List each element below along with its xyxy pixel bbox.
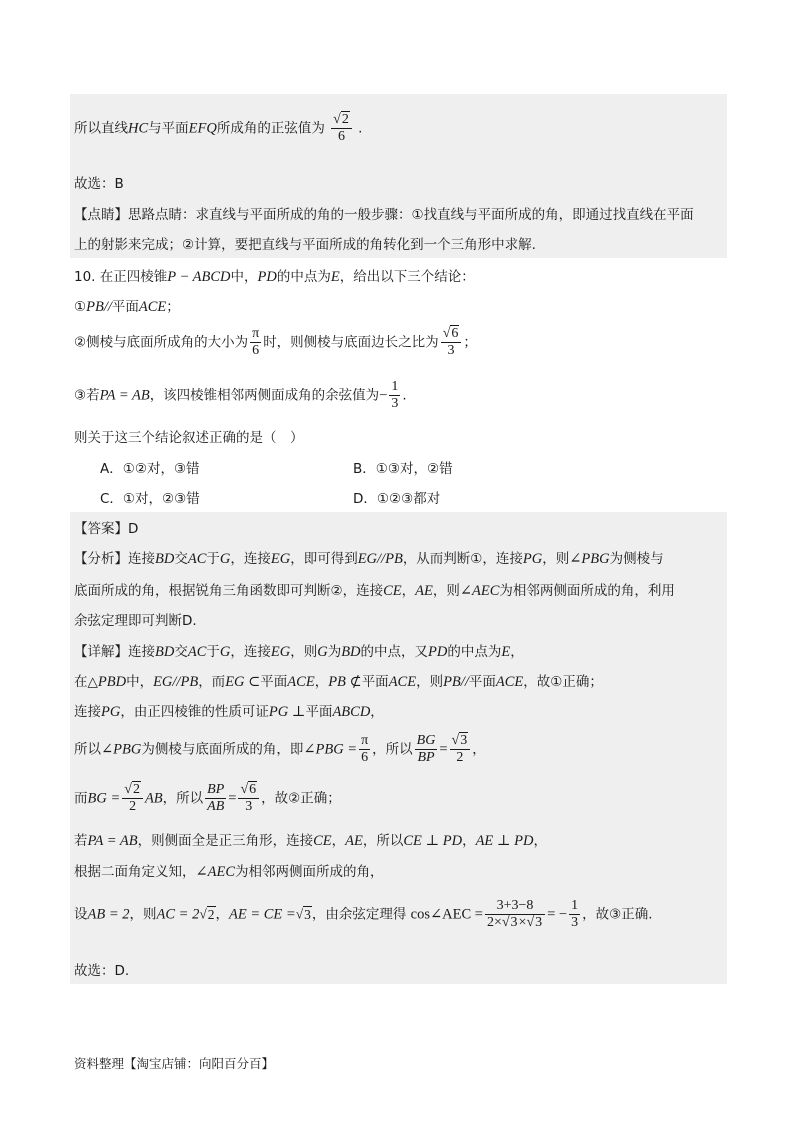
text: 所成角的正弦值为: [216, 120, 325, 137]
math: ∠PBG: [569, 551, 610, 567]
fraction: [389, 379, 400, 412]
math: PD: [257, 269, 277, 285]
text: ，故③正确.: [582, 906, 653, 923]
numerator: π: [252, 326, 260, 341]
text: 所以: [74, 741, 101, 758]
text: 平面: [305, 704, 333, 720]
fraction: [205, 782, 226, 815]
math: ACE: [287, 674, 315, 690]
fraction: $\frac{√2}{6}$: [331, 112, 352, 145]
text: ，: [462, 833, 476, 849]
fraction: $\frac{√3}{2}$: [450, 733, 471, 766]
detail-line-3: [74, 700, 384, 721]
option-d: D．①②③都对: [353, 491, 441, 507]
math: AC: [187, 551, 207, 567]
text: ，则侧面全是正三角形，连接: [137, 833, 314, 849]
math: BG =: [87, 790, 121, 807]
math: PBD: [97, 674, 127, 690]
denominator: 3: [447, 343, 455, 358]
text: 根据二面角定义知，: [74, 864, 196, 880]
text: 底面所成的角，根据锐角三角函数即可判断②，连接: [74, 583, 384, 599]
text: ，: [510, 644, 524, 660]
math: AE ⊥ PD: [475, 833, 534, 849]
numerator: BG: [416, 733, 436, 748]
detail-line-4: [74, 733, 486, 766]
math: =: [228, 790, 237, 807]
detail-line-8: 设AB = 2，则AC = 2√2，AE = CE =√3，由余弦定理得 cos∠AEC = $\frac{3+3-8}{2\times√3\times√3}$ = − $\frac{1}{3}$ ，故③正确.: [74, 898, 653, 930]
text: ，: [533, 833, 548, 849]
text: 平面: [260, 674, 288, 690]
radicand: 2: [207, 906, 215, 922]
text: ，: [314, 674, 329, 690]
text: 为侧棱与: [609, 551, 664, 567]
math: EG//PB: [153, 674, 199, 690]
math: AE: [345, 833, 363, 849]
radicand: 6: [249, 782, 257, 797]
math: CE: [313, 833, 332, 849]
text: ，则: [129, 906, 157, 923]
text: ，则: [416, 674, 444, 690]
text: 于: [206, 644, 220, 660]
text: 为相邻两侧面所成的角，: [235, 864, 384, 880]
text: 与平面: [148, 120, 189, 137]
answer-line: [74, 517, 138, 537]
text: ，所以: [162, 790, 204, 807]
text: ，从而判断①，连接: [402, 551, 523, 567]
fraction: $\frac{√6}{3}$: [238, 782, 259, 815]
conclusion-2: [74, 326, 477, 359]
text: 时，则侧棱与底面边长之比为: [263, 334, 439, 351]
math: AC: [187, 644, 207, 660]
text: ，连接: [230, 551, 271, 567]
math: AB = 2: [87, 906, 130, 923]
prev-choice: 故选：B: [74, 176, 124, 192]
text: .: [402, 387, 407, 404]
text: 交: [174, 551, 188, 567]
conclusion-1: [74, 295, 180, 316]
math: G: [219, 644, 231, 660]
denominator: BP: [417, 750, 435, 765]
text: ，则: [432, 583, 460, 599]
text: ，该四棱锥相邻两侧面成角的余弦值为: [149, 387, 380, 404]
fraction: [569, 898, 580, 931]
text: ①: [74, 299, 87, 315]
text: ，: [331, 833, 346, 849]
text: ，: [215, 906, 229, 923]
math: PB ⊄: [328, 674, 362, 690]
math: ∠PBG: [101, 741, 142, 758]
text: ，而: [198, 674, 226, 690]
math: AE: [415, 583, 433, 599]
text: ，: [472, 741, 486, 758]
question-number: 10.: [74, 269, 96, 285]
tip-line-2: 上的射影来完成；②计算，要把直线与平面所成的角转化到一个三角形中求解.: [74, 237, 536, 253]
text: ，故②正确；: [261, 790, 341, 807]
fraction: [359, 733, 370, 766]
math: =: [439, 741, 448, 758]
math: PA = AB: [99, 387, 150, 404]
text: 的中点为: [276, 269, 331, 285]
text: 的中点为: [447, 644, 502, 660]
conclusion-3: [74, 379, 407, 412]
text: 连接: [128, 551, 155, 567]
text: ，: [401, 583, 416, 599]
text: 中，: [230, 269, 258, 285]
text: 平面: [361, 674, 389, 690]
radicand: 3: [304, 906, 311, 922]
math: ∠PBG =: [303, 741, 358, 758]
text: ，给出以下三个结论：: [339, 269, 475, 285]
numerator: π: [361, 733, 369, 748]
text: ，则: [542, 551, 570, 567]
text: ，: [370, 704, 384, 720]
fraction: [250, 326, 261, 359]
math: CE ⊥ PD: [403, 833, 463, 849]
tip-label: 【点睛】: [74, 207, 128, 223]
math-efq: EFQ: [188, 120, 217, 137]
radicand: 3: [535, 915, 543, 930]
page-footer: 资料整理【淘宝店铺：向阳百分百】: [74, 1056, 275, 1071]
text: 思路点睛：求直线与平面所成的角的一般步骤：①找直线与平面所成的角，即通过找直线在平面: [128, 207, 694, 223]
math: cos∠AEC =: [410, 906, 483, 923]
text: 连接: [128, 644, 155, 660]
denominator: 3: [571, 915, 579, 930]
text: 为: [327, 644, 342, 660]
text: 为相邻两侧面所成的角，利用: [499, 583, 675, 599]
radicand: 3: [510, 915, 518, 930]
math: EG: [270, 644, 291, 660]
tip-line-1: [74, 203, 694, 223]
math: AE = CE =: [229, 906, 296, 923]
text: .: [358, 120, 363, 137]
text: 所以直线: [74, 120, 128, 137]
text: 在正四棱锥: [99, 269, 168, 285]
math: CE: [383, 583, 402, 599]
math: E: [330, 269, 340, 285]
detail-line-7: [74, 860, 384, 881]
answer-value: D: [128, 521, 139, 537]
math: PB//: [443, 674, 469, 690]
math: P − ABCD: [167, 269, 231, 285]
text: ，所以: [372, 741, 413, 758]
prev-conclusion-line: [74, 112, 362, 145]
math: EG//PB: [357, 551, 403, 567]
denominator: 2: [129, 799, 137, 814]
fraction: $\frac{√2}{2}$: [122, 782, 143, 815]
fraction: $\frac{3+3-8}{2\times√3\times√3}$: [485, 898, 545, 931]
analysis-line-3: 余弦定理即可判断D.: [74, 613, 197, 629]
text: ，由正四棱锥的性质可证: [120, 704, 269, 720]
radicand: 3: [460, 733, 468, 748]
text: 为侧棱与底面所成的角，即: [141, 741, 304, 758]
fraction: [415, 733, 438, 766]
math: −: [379, 387, 388, 404]
math: E: [501, 644, 511, 660]
math: BD: [155, 644, 175, 660]
text: 平面: [111, 299, 139, 315]
text: 于: [206, 551, 220, 567]
math: ACE: [388, 674, 417, 690]
math: PG ⊥: [268, 704, 306, 720]
denominator: 2: [456, 750, 464, 765]
math: ∠AEC: [195, 864, 236, 880]
question-stem: [74, 265, 475, 286]
option-a: A．①②对，③错: [100, 461, 200, 477]
detail-label: 【详解】: [74, 644, 128, 660]
text: ，即可得到: [290, 551, 358, 567]
math: PD: [428, 644, 448, 660]
radicand: 2: [341, 112, 349, 127]
text: 设: [74, 906, 88, 923]
analysis-line-2: [74, 579, 675, 600]
text: 而: [74, 790, 88, 807]
text: ×: [518, 915, 527, 930]
math: ACE: [138, 299, 167, 315]
math: G: [317, 644, 328, 660]
text: 交: [174, 644, 188, 660]
denominator: 6: [337, 129, 345, 144]
text: 中，: [126, 674, 154, 690]
numerator: BP: [207, 782, 225, 797]
math: = −: [547, 906, 568, 923]
text: ②侧棱与底面所成角的大小为: [74, 334, 249, 351]
math: AC = 2: [156, 906, 200, 923]
denominator: 3: [391, 396, 399, 411]
radicand: 2: [132, 782, 140, 797]
math: G: [219, 551, 231, 567]
option-b: B．①③对，②错: [353, 461, 453, 477]
math: ∠AEC: [459, 583, 500, 599]
text: ，则: [290, 644, 318, 660]
text: 的中点，又: [360, 644, 429, 660]
numerator: 1: [391, 379, 399, 394]
detail-line-6: [74, 829, 547, 850]
numerator: 1: [571, 898, 579, 913]
math: ACE: [495, 674, 524, 690]
radicand: 6: [451, 326, 459, 341]
fraction: $\frac{√6}{3}$: [441, 326, 462, 359]
option-c: C．①对，②③错: [100, 491, 200, 507]
analysis-line-1: [74, 547, 664, 568]
answer-label: 【答案】: [74, 521, 128, 537]
text: ，连接: [230, 644, 271, 660]
math: PG: [522, 551, 543, 567]
text: 连接: [74, 704, 101, 720]
math: PA = AB: [87, 833, 138, 849]
math-hc: HC: [128, 120, 149, 137]
math: PG: [101, 704, 121, 720]
math: PB//: [86, 299, 112, 315]
math: ABCD: [332, 704, 371, 720]
denominator: AB: [207, 799, 225, 814]
detail-choice: 故选：D.: [74, 963, 130, 979]
detail-line-1: [74, 640, 524, 661]
text: ③若: [74, 387, 100, 404]
numerator: 3+3−8: [485, 898, 545, 915]
math: EG: [270, 551, 291, 567]
detail-line-2: [74, 670, 603, 691]
question-ask: 则关于这三个结论叙述正确的是（ ）: [74, 430, 304, 446]
text: ，由余弦定理得: [311, 906, 407, 923]
detail-line-5: [74, 782, 341, 815]
denominator: 3: [245, 799, 253, 814]
math: BD: [155, 551, 175, 567]
denominator: 6: [252, 343, 260, 358]
text: 若: [74, 833, 88, 849]
text: 平面: [468, 674, 496, 690]
text: ；: [166, 299, 180, 315]
denominator: 6: [361, 750, 369, 765]
math: BD: [341, 644, 361, 660]
text: ；: [463, 334, 477, 351]
text: 2×: [486, 915, 502, 930]
math: AB: [144, 790, 163, 807]
text: 在△: [74, 674, 98, 690]
math: EG ⊂: [225, 674, 261, 690]
text: ，所以: [362, 833, 404, 849]
analysis-label: 【分析】: [74, 551, 128, 567]
text: ，故①正确；: [523, 674, 603, 690]
